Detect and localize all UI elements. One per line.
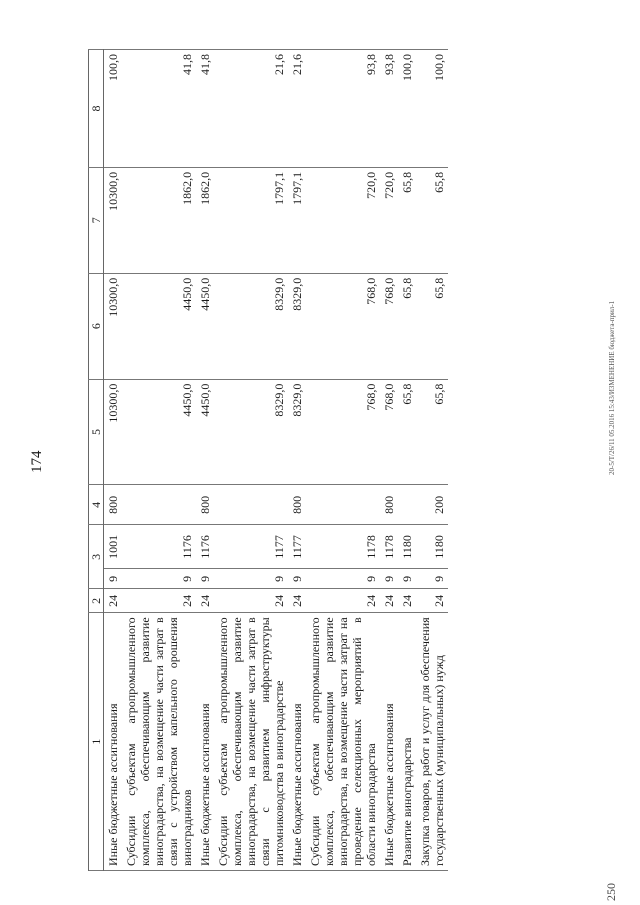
row-value-col7: 720,0 <box>380 167 398 273</box>
row-value-col7: 1862,0 <box>196 167 214 273</box>
row-value-col5: 768,0 <box>306 379 380 485</box>
row-percent-col8: 100,0 <box>104 50 123 168</box>
row-value-col6: 8329,0 <box>288 273 306 379</box>
table-row <box>416 50 448 871</box>
row-subsection-code: 9 <box>380 569 398 589</box>
row-value-col5: 4450,0 <box>196 379 214 485</box>
row-expense-type-code <box>122 485 196 525</box>
row-section-code: 24 <box>398 589 416 613</box>
header-row <box>89 50 104 871</box>
row-section-code: 24 <box>288 589 306 613</box>
header-cell-6: 6 <box>89 273 104 379</box>
row-value-col5: 65,8 <box>398 379 416 485</box>
header-cell-3: 3 <box>89 525 104 589</box>
table-row <box>398 50 416 871</box>
row-subsection-code: 9 <box>214 569 288 589</box>
header-cell-7: 7 <box>89 167 104 273</box>
row-value-col6: 768,0 <box>306 273 380 379</box>
row-percent-col8: 21,6 <box>288 50 306 168</box>
row-name: Иные бюджетные ассигнования <box>288 613 306 871</box>
row-expense-type-code: 800 <box>288 485 306 525</box>
table-row <box>306 50 380 871</box>
row-subsection-code: 9 <box>196 569 214 589</box>
row-value-col5: 65,8 <box>416 379 448 485</box>
row-subsection-code: 9 <box>416 569 448 589</box>
row-section-code: 24 <box>306 589 380 613</box>
row-value-col6: 4450,0 <box>122 273 196 379</box>
row-section-code: 24 <box>380 589 398 613</box>
row-expense-type-code: 200 <box>416 485 448 525</box>
row-section-code: 24 <box>416 589 448 613</box>
row-expense-type-code <box>306 485 380 525</box>
row-item-code: 1176 <box>122 525 196 569</box>
row-value-col5: 8329,0 <box>288 379 306 485</box>
row-name: Субсидии субъектам агропромышленного комплекса, обеспечивающим развитие виноградарства, на возмещение части затрат в связи с развитием инфраструктуры питомниководства в виноградарстве <box>214 613 288 871</box>
row-expense-type-code <box>214 485 288 525</box>
header-cell-8: 8 <box>89 50 104 168</box>
row-section-code: 24 <box>104 589 123 613</box>
row-value-col6: 65,8 <box>416 273 448 379</box>
row-expense-type-code: 800 <box>380 485 398 525</box>
row-value-col7: 720,0 <box>306 167 380 273</box>
row-name: Иные бюджетные ассигнования <box>104 613 123 871</box>
row-value-col5: 768,0 <box>380 379 398 485</box>
row-section-code: 24 <box>214 589 288 613</box>
row-name: Иные бюджетные ассигнования <box>380 613 398 871</box>
header-cell-4: 4 <box>89 485 104 525</box>
row-value-col7: 65,8 <box>398 167 416 273</box>
row-subsection-code: 9 <box>398 569 416 589</box>
table-row <box>122 50 196 871</box>
row-value-col7: 10300,0 <box>104 167 123 273</box>
row-percent-col8: 100,0 <box>416 50 448 168</box>
table-row <box>104 50 123 871</box>
row-name: Закупка товаров, работ и услуг для обеспечения государственных (муниципальных) нужд <box>416 613 448 871</box>
document-footer: 20-5/Т/26/11 05.2016 15:43/ИЗМЕНЕНИЕ бюджета-прил-1 <box>608 300 616 475</box>
row-item-code: 1001 <box>104 525 123 569</box>
row-expense-type-code <box>398 485 416 525</box>
row-value-col7: 1797,1 <box>288 167 306 273</box>
row-subsection-code: 9 <box>104 569 123 589</box>
row-item-code: 1177 <box>214 525 288 569</box>
row-value-col6: 10300,0 <box>104 273 123 379</box>
header-cell-2: 2 <box>89 589 104 613</box>
header-cell-1: 1 <box>89 613 104 871</box>
row-value-col7: 1797,1 <box>214 167 288 273</box>
row-name: Субсидии субъектам агропромышленного комплекса, обеспечивающим развитие виноградарства, на возмещение части затрат на проведение селекционных мероприятий в области виноградарства <box>306 613 380 871</box>
row-item-code: 1180 <box>398 525 416 569</box>
row-item-code: 1178 <box>380 525 398 569</box>
corner-mark: 250 <box>604 883 618 901</box>
row-value-col6: 768,0 <box>380 273 398 379</box>
header-cell-5: 5 <box>89 379 104 485</box>
row-value-col6: 8329,0 <box>214 273 288 379</box>
row-expense-type-code: 800 <box>104 485 123 525</box>
row-value-col6: 65,8 <box>398 273 416 379</box>
row-percent-col8: 100,0 <box>398 50 416 168</box>
row-value-col5: 4450,0 <box>122 379 196 485</box>
row-percent-col8: 93,8 <box>306 50 380 168</box>
row-expense-type-code: 800 <box>196 485 214 525</box>
row-item-code: 1178 <box>306 525 380 569</box>
row-item-code: 1176 <box>196 525 214 569</box>
row-name: Субсидии субъектам агропромышленного комплекса, обеспечивающим развитие виноградарства, на возмещение части затрат в связи с устройством капельного орошения виноградников <box>122 613 196 871</box>
row-section-code: 24 <box>122 589 196 613</box>
row-value-col6: 4450,0 <box>196 273 214 379</box>
row-item-code: 1177 <box>288 525 306 569</box>
table-row <box>214 50 288 871</box>
row-percent-col8: 93,8 <box>380 50 398 168</box>
budget-table <box>88 49 448 871</box>
row-item-code: 1180 <box>416 525 448 569</box>
row-subsection-code: 9 <box>122 569 196 589</box>
row-percent-col8: 21,6 <box>214 50 288 168</box>
row-percent-col8: 41,8 <box>196 50 214 168</box>
row-name: Развитие виноградарства <box>398 613 416 871</box>
row-name: Иные бюджетные ассигнования <box>196 613 214 871</box>
row-value-col5: 10300,0 <box>104 379 123 485</box>
row-section-code: 24 <box>196 589 214 613</box>
row-value-col5: 8329,0 <box>214 379 288 485</box>
table-row <box>288 50 306 871</box>
table-row <box>380 50 398 871</box>
row-percent-col8: 41,8 <box>122 50 196 168</box>
row-value-col7: 65,8 <box>416 167 448 273</box>
page-number: 174 <box>29 450 45 473</box>
table-row <box>196 50 214 871</box>
row-subsection-code: 9 <box>288 569 306 589</box>
row-value-col7: 1862,0 <box>122 167 196 273</box>
row-subsection-code: 9 <box>306 569 380 589</box>
